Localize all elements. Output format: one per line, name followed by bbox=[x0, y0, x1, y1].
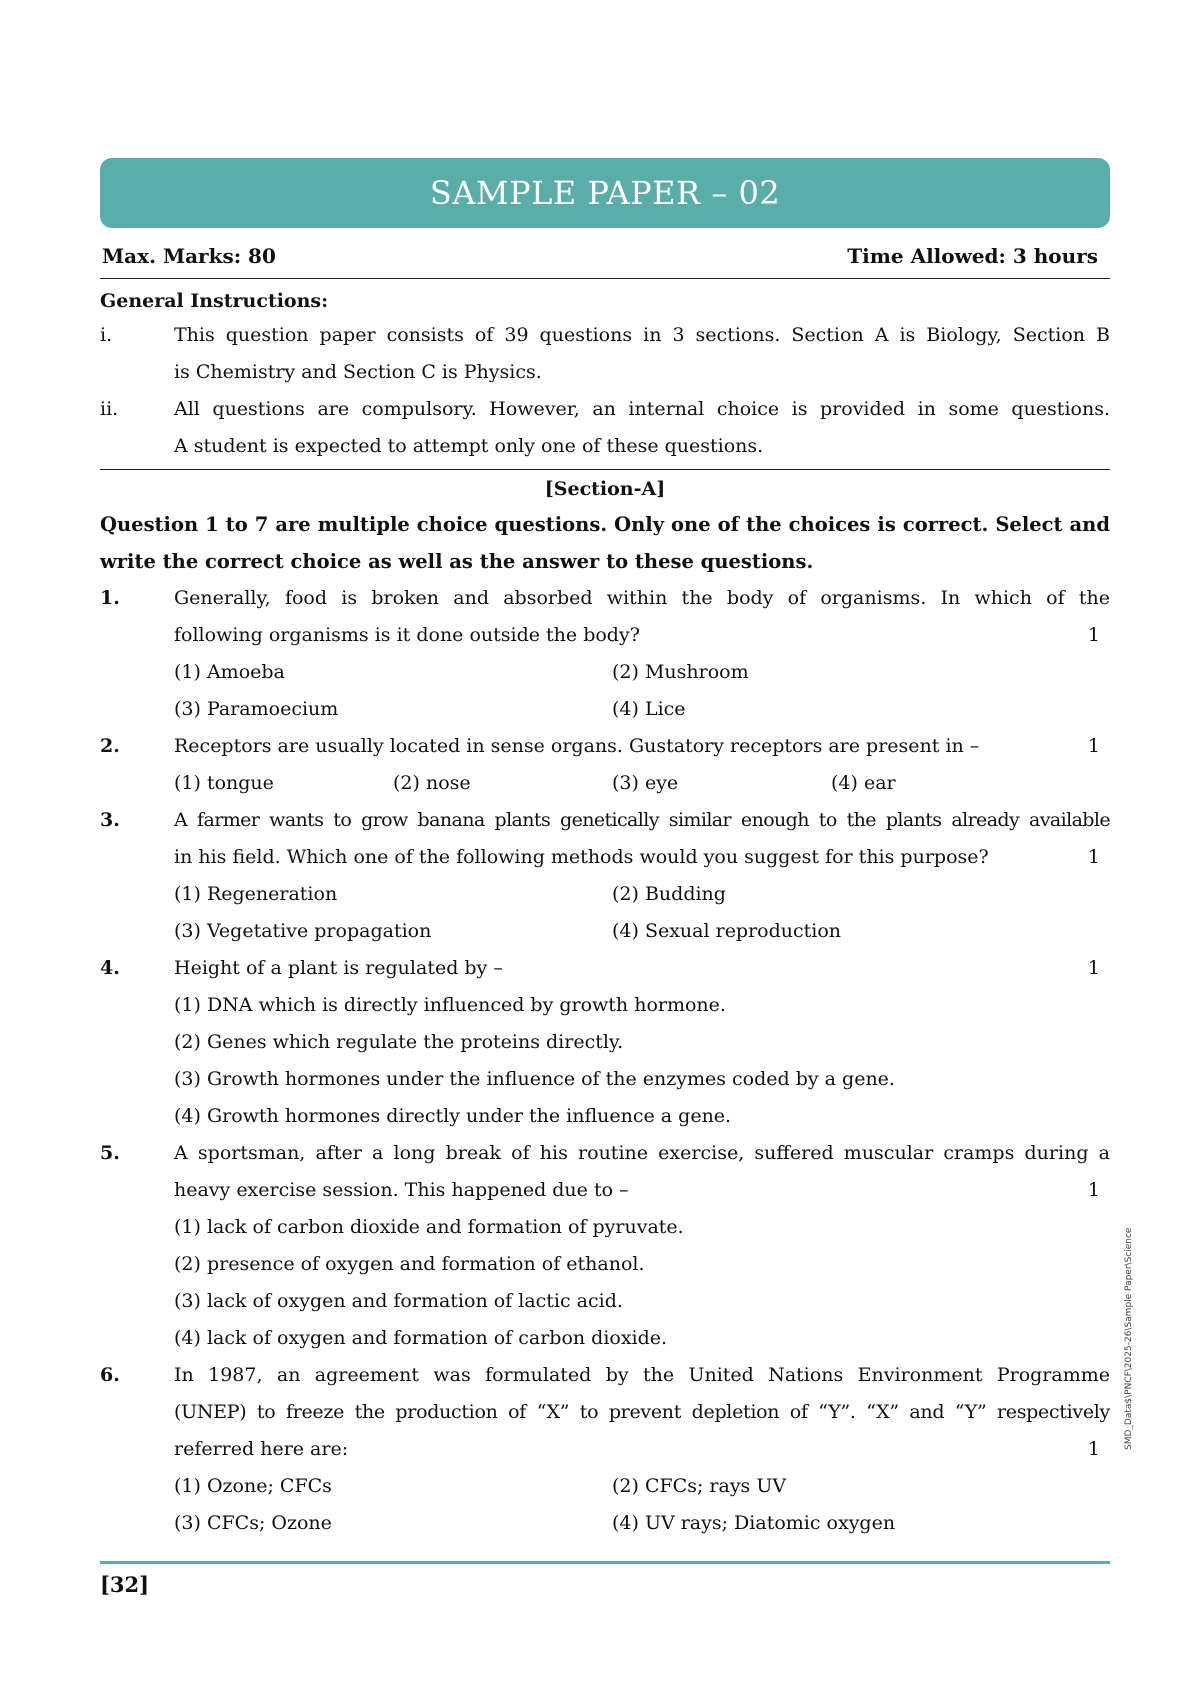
question-text: Height of a plant is regulated by – bbox=[174, 957, 503, 979]
option-row bbox=[100, 1468, 1110, 1505]
option: (1) Amoeba bbox=[174, 661, 285, 683]
marks-time-row bbox=[100, 242, 1110, 270]
question-line bbox=[100, 839, 1110, 876]
title-banner bbox=[100, 158, 1110, 228]
question-text: In 1987, an agreement was formulated by the United Nations Environment Programme bbox=[174, 1364, 1110, 1386]
question-number: 6. bbox=[100, 1364, 120, 1386]
question-number: 3. bbox=[100, 809, 120, 831]
option-row bbox=[100, 691, 1110, 728]
question-line bbox=[100, 1135, 1110, 1172]
section-note: write the correct choice as well as the answer to these questions. bbox=[100, 550, 814, 573]
question-marks: 1 bbox=[1087, 624, 1100, 646]
question-line bbox=[100, 1172, 1110, 1209]
question-line bbox=[100, 1431, 1110, 1468]
question-marks: 1 bbox=[1087, 957, 1100, 979]
option-row bbox=[100, 654, 1110, 691]
option: (4) Sexual reproduction bbox=[612, 920, 842, 942]
instruction-item bbox=[100, 317, 1110, 354]
option-row bbox=[100, 765, 1110, 802]
option-row bbox=[100, 876, 1110, 913]
question-line bbox=[100, 617, 1110, 654]
option-row bbox=[100, 1098, 1110, 1135]
option: (2) CFCs; rays UV bbox=[612, 1475, 787, 1497]
option: (2) Mushroom bbox=[612, 661, 749, 683]
option: (4) Lice bbox=[612, 698, 686, 720]
option: (3) CFCs; Ozone bbox=[174, 1512, 332, 1534]
divider bbox=[100, 469, 1110, 470]
option: (2) Budding bbox=[612, 883, 726, 905]
question-line bbox=[100, 580, 1110, 617]
question-marks: 1 bbox=[1087, 1438, 1100, 1460]
option-row bbox=[100, 913, 1110, 950]
option: (4) UV rays; Diatomic oxygen bbox=[612, 1512, 896, 1534]
option-row bbox=[100, 1505, 1110, 1542]
option-row bbox=[100, 1320, 1110, 1357]
option: (4) Growth hormones directly under the influence a gene. bbox=[174, 1105, 732, 1127]
option: (3) Paramoecium bbox=[174, 698, 339, 720]
section-title: [Section-A] bbox=[544, 478, 666, 500]
option-row bbox=[100, 1061, 1110, 1098]
option: (4) ear bbox=[831, 772, 896, 794]
question-line bbox=[100, 1357, 1110, 1394]
question-text: referred here are: bbox=[174, 1438, 349, 1460]
question-text: A sportsman, after a long break of his routine exercise, suffered muscular cramps during a bbox=[174, 1142, 1110, 1164]
instruction-text: This question paper consists of 39 questions in 3 sections. Section A is Biology, Section B bbox=[174, 324, 1110, 346]
question-number: 5. bbox=[100, 1142, 120, 1164]
section-note: Question 1 to 7 are multiple choice questions. Only one of the choices is correct. Select and bbox=[100, 513, 1110, 536]
option: (1) Ozone; CFCs bbox=[174, 1475, 332, 1497]
instructions-title: General Instructions: bbox=[100, 290, 329, 312]
option-row bbox=[100, 987, 1110, 1024]
instruction-item bbox=[100, 354, 1110, 391]
instruction-text: A student is expected to attempt only one of these questions. bbox=[174, 435, 764, 457]
question-line bbox=[100, 728, 1110, 765]
instruction-number: i. bbox=[100, 324, 113, 346]
paper-title: SAMPLE PAPER – 02 bbox=[429, 174, 781, 212]
instruction-item bbox=[100, 428, 1110, 465]
footer-rule bbox=[100, 1561, 1110, 1564]
divider bbox=[100, 278, 1110, 279]
option-row bbox=[100, 1024, 1110, 1061]
sample-paper-page bbox=[100, 158, 1110, 1542]
max-marks: Max. Marks: 80 bbox=[102, 244, 276, 268]
instruction-item bbox=[100, 391, 1110, 428]
time-allowed: Time Allowed: 3 hours bbox=[847, 244, 1098, 268]
option: (1) tongue bbox=[174, 772, 274, 794]
instruction-number: ii. bbox=[100, 398, 119, 420]
option-row bbox=[100, 1283, 1110, 1320]
question-number: 2. bbox=[100, 735, 120, 757]
option-row bbox=[100, 1246, 1110, 1283]
side-file-path: SMD_Data$\PNCF\2025-26\Sample Paper\Science bbox=[1124, 1227, 1134, 1450]
option: (2) nose bbox=[393, 772, 471, 794]
question-line bbox=[100, 1394, 1110, 1431]
question-line bbox=[100, 950, 1110, 987]
question-marks: 1 bbox=[1087, 735, 1100, 757]
question-text: in his field. Which one of the following methods would you suggest for this purpose? bbox=[174, 846, 989, 868]
option: (3) Growth hormones under the influence of the enzymes coded by a gene. bbox=[174, 1068, 895, 1090]
option: (3) lack of oxygen and formation of lactic acid. bbox=[174, 1290, 623, 1312]
option: (3) Vegetative propagation bbox=[174, 920, 432, 942]
question-number: 1. bbox=[100, 587, 120, 609]
option: (1) Regeneration bbox=[174, 883, 338, 905]
question-number: 4. bbox=[100, 957, 120, 979]
option: (4) lack of oxygen and formation of carbon dioxide. bbox=[174, 1327, 668, 1349]
question-text: (UNEP) to freeze the production of “X” to prevent depletion of “Y”. “X” and “Y” respectively bbox=[174, 1401, 1110, 1423]
option: (1) DNA which is directly influenced by growth hormone. bbox=[174, 994, 726, 1016]
question-text: Receptors are usually located in sense organs. Gustatory receptors are present in – bbox=[174, 735, 980, 757]
question-marks: 1 bbox=[1087, 1179, 1100, 1201]
option: (2) Genes which regulate the proteins directly. bbox=[174, 1031, 624, 1053]
option: (2) presence of oxygen and formation of ethanol. bbox=[174, 1253, 645, 1275]
question-marks: 1 bbox=[1087, 846, 1100, 868]
instruction-text: All questions are compulsory. However, an internal choice is provided in some questions. bbox=[174, 398, 1110, 420]
question-text: following organisms is it done outside the body? bbox=[174, 624, 640, 646]
question-line bbox=[100, 802, 1110, 839]
question-text: Generally, food is broken and absorbed within the body of organisms. In which of the bbox=[174, 587, 1110, 609]
page-number: [32] bbox=[100, 1572, 150, 1597]
question-text: heavy exercise session. This happened due to – bbox=[174, 1179, 629, 1201]
option: (3) eye bbox=[612, 772, 679, 794]
instruction-text: is Chemistry and Section C is Physics. bbox=[174, 361, 542, 383]
option-row bbox=[100, 1209, 1110, 1246]
question-text: A farmer wants to grow banana plants genetically similar enough to the plants already available bbox=[174, 809, 1110, 831]
option: (1) lack of carbon dioxide and formation of pyruvate. bbox=[174, 1216, 684, 1238]
